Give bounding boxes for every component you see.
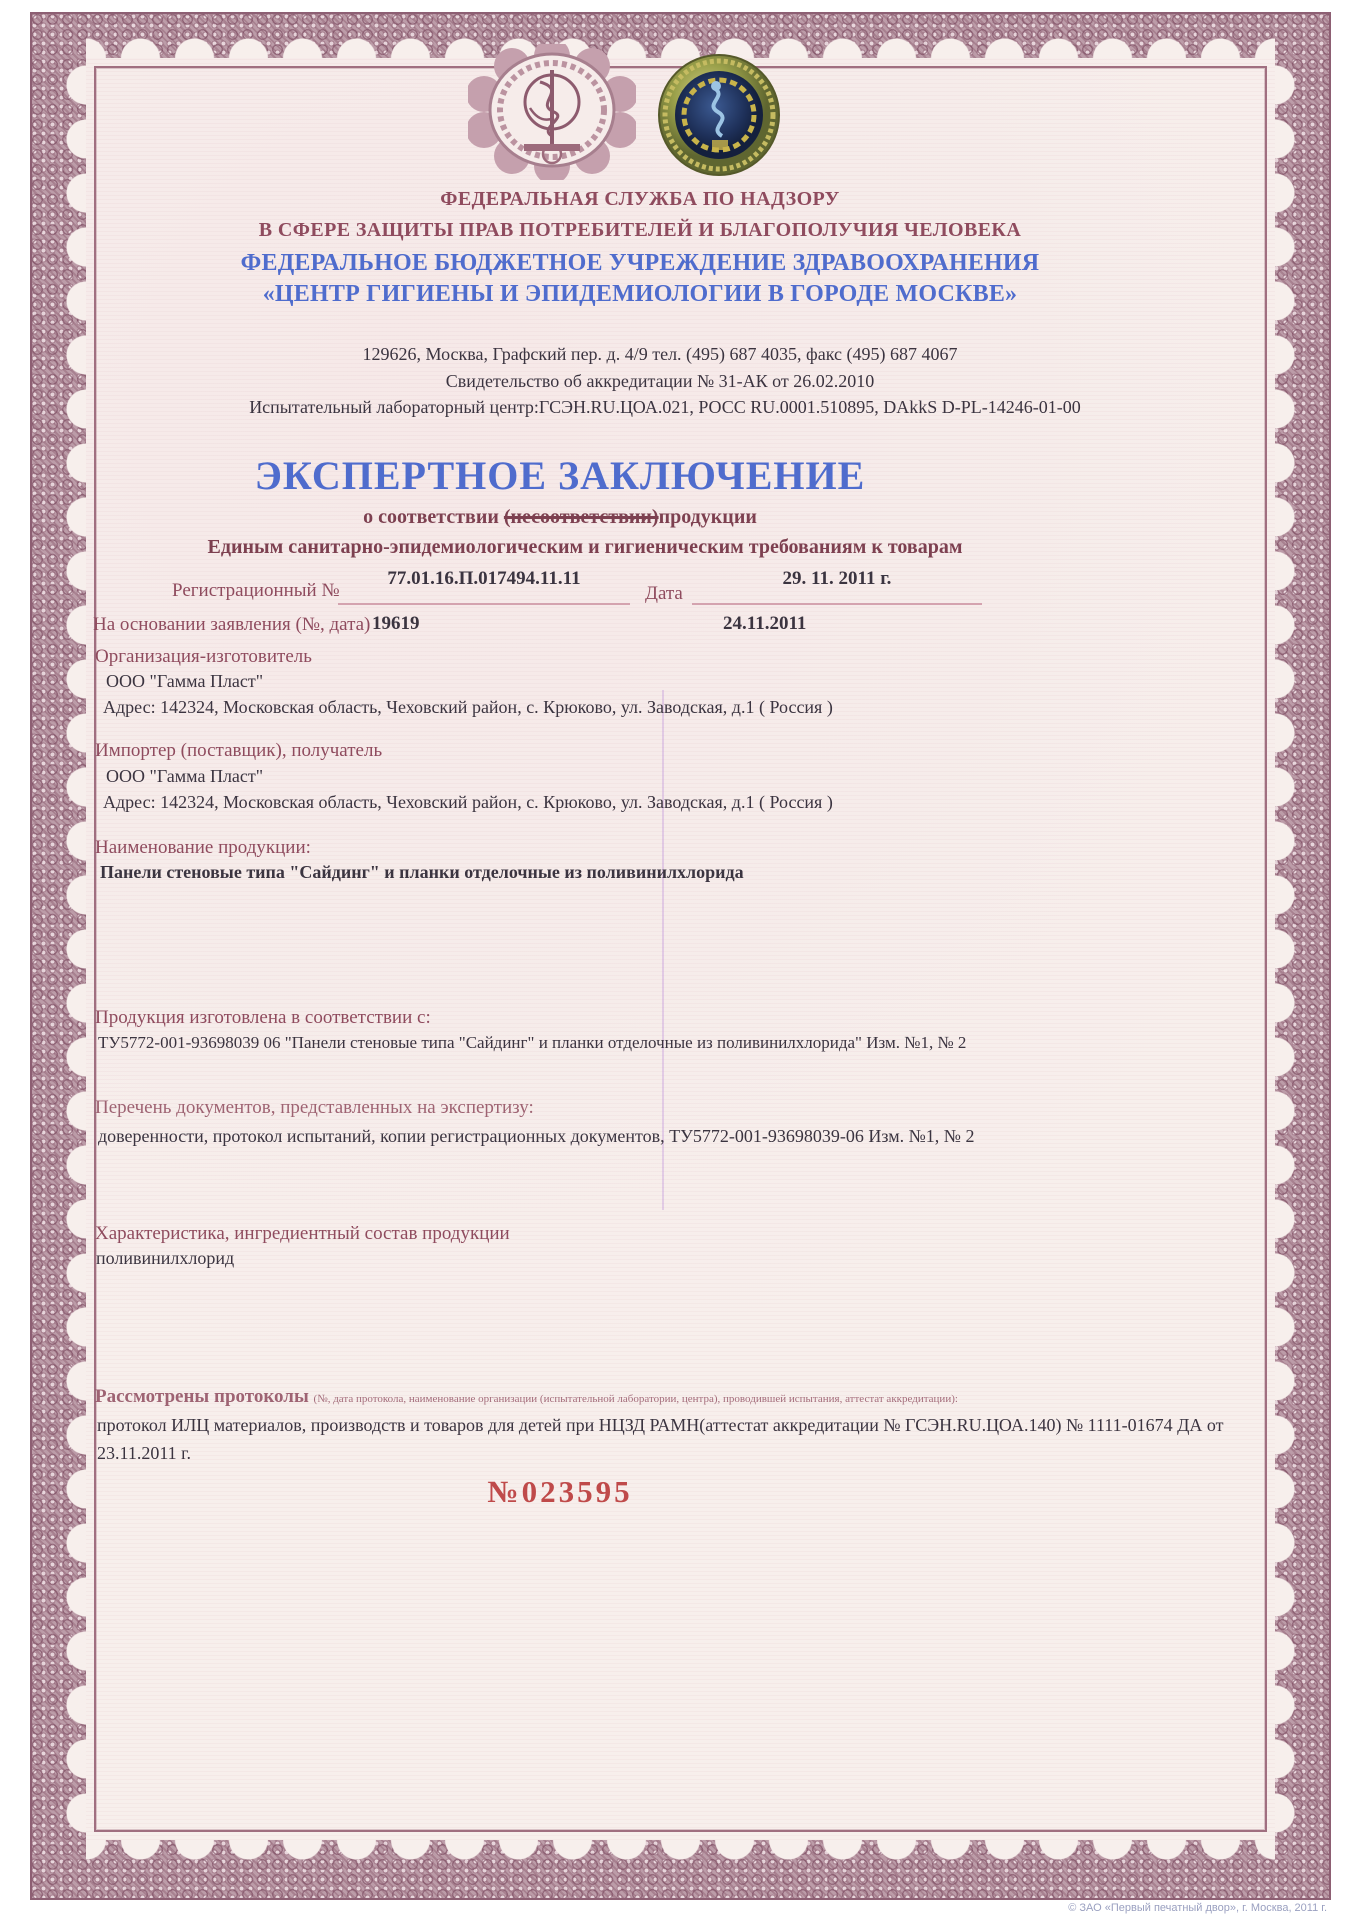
- subtitle-prefix: о соответствии: [363, 506, 504, 528]
- institution-name-line2: «ЦЕНТР ГИГИЕНЫ И ЭПИДЕМИОЛОГИИ В ГОРОДЕ МОСКВЕ»: [262, 281, 1018, 307]
- protocols-label-note: (№, дата протокола, наименование организации (испытательной лаборатории, центра), проводившей испытания, аттестат аккредитации):: [313, 1393, 958, 1405]
- agency-name-line1: ФЕДЕРАЛЬНАЯ СЛУЖБА ПО НАДЗОРУ: [440, 188, 840, 210]
- date-value: 29. 11. 2011 г.: [782, 568, 892, 589]
- accreditation-hologram-seal-icon: [656, 52, 782, 178]
- manufacturer-label: Организация-изготовитель: [95, 646, 312, 667]
- application-date-value: 24.11.2011: [723, 613, 807, 634]
- product-name-value: Панели стеновые типа "Сайдинг" и планки отделочные из поливинилхлорида: [100, 862, 744, 882]
- date-label: Дата: [645, 583, 683, 604]
- scallop-trim-bottom: [86, 1840, 1275, 1862]
- registration-number-value: 77.01.16.П.017494.11.11: [387, 568, 581, 589]
- protocols-label-row: [95, 1386, 1265, 1408]
- application-label: На основании заявления (№, дата): [93, 614, 371, 635]
- characteristics-label: Характеристика, ингредиентный состав продукции: [95, 1223, 510, 1244]
- serial-number: №023595: [487, 1474, 633, 1509]
- document-title: ЭКСПЕРТНОЕ ЗАКЛЮЧЕНИЕ: [254, 453, 866, 498]
- hygieia-medical-seal-icon: [468, 44, 636, 180]
- certificate-paper: [86, 58, 1275, 1840]
- characteristics-value: поливинилхлорид: [96, 1248, 235, 1268]
- manufacturer-address: Адрес: 142324, Московская область, Чеховский район, с. Крюково, ул. Заводская, д.1 ( Россия ): [103, 697, 833, 717]
- documents-list-label: Перечень документов, представленных на экспертизу:: [95, 1097, 534, 1118]
- document-subtitle: [0, 506, 1120, 529]
- product-name-label: Наименование продукции:: [95, 837, 311, 858]
- testing-lab-center-line: Испытательный лабораторный центр:ГСЭН.RU.ЦОА.021, РОСС RU.0001.510895, DAkkS D-PL-14246-01-00: [249, 397, 1081, 417]
- subtitle-suffix: продукции: [658, 506, 757, 528]
- manufacturer-name: ООО "Гамма Пласт": [106, 671, 264, 691]
- protocols-value: протокол ИЛЦ материалов, производств и товаров для детей при НЦЗД РАМН(аттестат аккредитации № ГСЭН.RU.ЦОА.140) № 1111-01674 ДА от 23.11.2011 г.: [97, 1415, 1224, 1463]
- made-according-value: ТУ5772-001-93698039 06 "Панели стеновые типа "Сайдинг" и планки отделочные из поливинилхлорида" Изм. №1, № 2: [98, 1033, 967, 1052]
- accreditation-certificate-line: Свидетельство об аккредитации № 31-АК от 26.02.2010: [445, 371, 875, 391]
- documents-list-value: доверенности, протокол испытаний, копии регистрационных документов, ТУ5772-001-93698039-06 Изм. №1, № 2: [98, 1126, 975, 1146]
- date-underline: [692, 603, 982, 605]
- subtitle-struck-word: (несоответствии): [503, 506, 659, 528]
- scallop-trim-right: [1275, 58, 1297, 1840]
- application-number-value: 19619: [372, 613, 420, 634]
- institution-name-line1: ФЕДЕРАЛЬНОЕ БЮДЖЕТНОЕ УЧРЕЖДЕНИЕ ЗДРАВООХРАНЕНИЯ: [240, 250, 1040, 276]
- importer-name: ООО "Гамма Пласт": [106, 766, 264, 786]
- importer-label: Импортер (поставщик), получатель: [95, 740, 383, 761]
- print-shop-credit: © ЗАО «Первый печатный двор», г. Москва, 2011 г.: [1068, 1902, 1327, 1914]
- requirements-line: Единым санитарно-эпидемиологическим и гигиеническим требованиям к товарам: [207, 536, 963, 558]
- registration-number-label: Регистрационный №: [172, 580, 340, 601]
- agency-name-line2: В СФЕРЕ ЗАЩИТЫ ПРАВ ПОТРЕБИТЕЛЕЙ И БЛАГОПОЛУЧИЯ ЧЕЛОВЕКА: [258, 219, 1022, 241]
- importer-address: Адрес: 142324, Московская область, Чеховский район, с. Крюково, ул. Заводская, д.1 ( Россия ): [103, 792, 833, 812]
- protocols-label: Рассмотрены протоколы: [95, 1386, 314, 1407]
- scallop-trim-left: [64, 58, 86, 1840]
- registration-number-underline: [338, 603, 630, 605]
- made-according-label: Продукция изготовлена в соответствии с:: [95, 1007, 431, 1028]
- institution-address: 129626, Москва, Графский пер. д. 4/9 тел. (495) 687 4035, факс (495) 687 4067: [362, 344, 958, 364]
